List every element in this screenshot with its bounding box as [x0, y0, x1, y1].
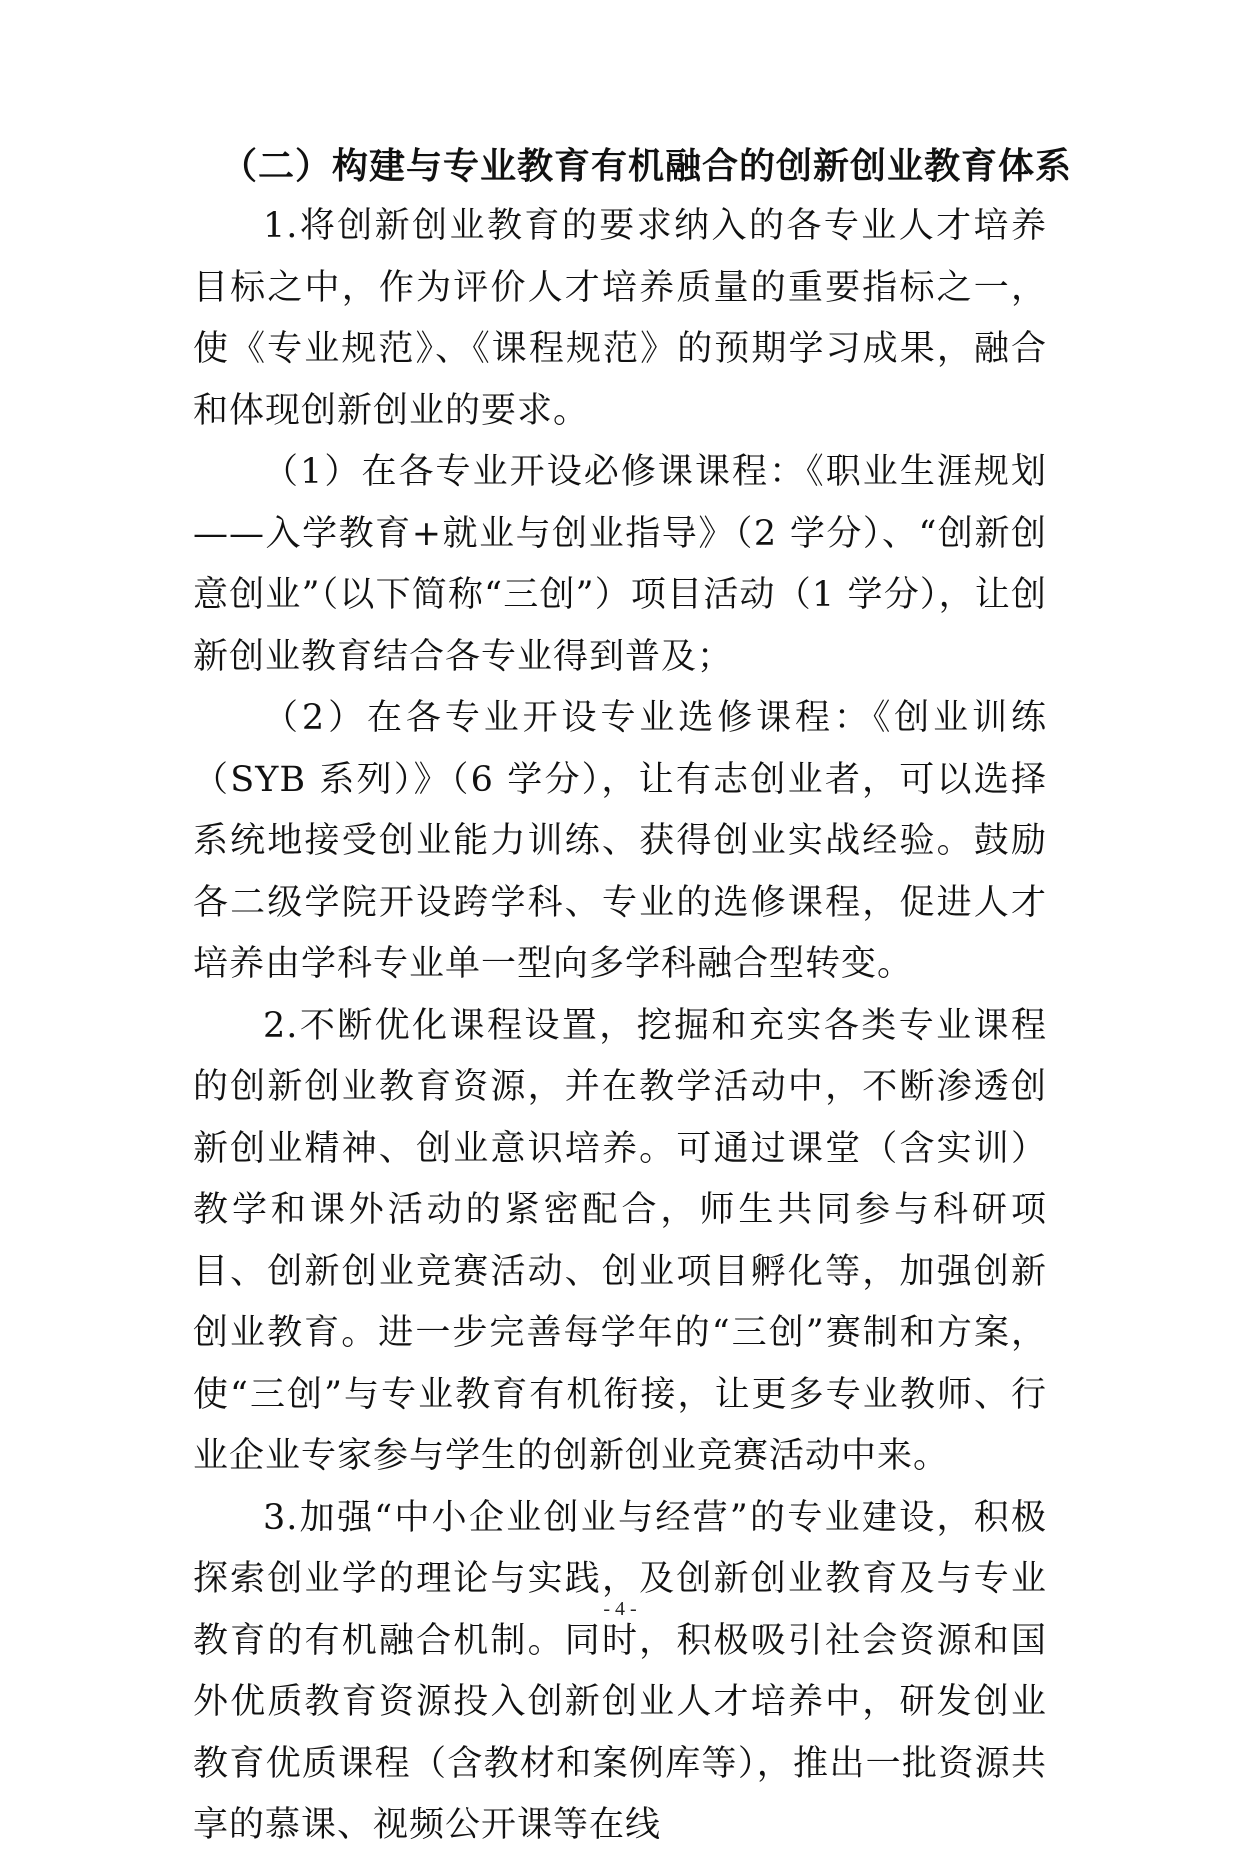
paragraph-elective-courses: （2）在各专业开设专业选修课程：《创业训练（SYB 系列）》（6 学分），让有志创业者，可以选择系统地接受创业能力训练、获得创业实战经验。鼓励各二级学院开设跨学科、专业的选修课程，促进人才培养由学科专业单一型向多学科融合型转变。: [193, 698, 1047, 984]
section-heading: （二）构建与专业教育有机融合的创新创业教育体系: [221, 145, 1073, 187]
paragraph-2: 2.不断优化课程设置，挖掘和充实各类专业课程的创新创业教育资源，并在教学活动中，不断渗透创新创业精神、创业意识培养。可通过课堂（含实训）教学和课外活动的紧密配合，师生共同参与科研项目、创新创业竞赛活动、创业项目孵化等，加强创新创业教育。进一步完善每学年的“三创”赛制和方案，使“三创”与专业教育有机衔接，让更多专业教师、行业企业专家参与学生的创新创业竞赛活动中来。: [193, 1005, 1047, 1476]
paragraph-required-courses: （1）在各专业开设必修课课程：《职业生涯规划——入学教育+就业与创业指导》（2 学分）、“创新创意创业”（以下简称“三创”）项目活动（1 学分），让创新创业教育结合各专业得到普及；: [193, 452, 1047, 677]
paragraph-1: 1.将创新创业教育的要求纳入的各专业人才培养目标之中，作为评价人才培养质量的重要指标之一，使《专业规范》、《课程规范》的预期学习成果，融合和体现创新创业的要求。: [193, 206, 1047, 431]
paragraph-3: 3.加强“中小企业创业与经营”的专业建设，积极探索创业学的理论与实践，及创新创业教育及与专业教育的有机融合机制。同时，积极吸引社会资源和国外优质教育资源投入创新创业人才培养中，研发创业教育优质课程（含教材和案例库等），推出一批资源共享的慕课、视频公开课等在线: [193, 1497, 1047, 1845]
page-number: - 4 -: [603, 1598, 637, 1620]
